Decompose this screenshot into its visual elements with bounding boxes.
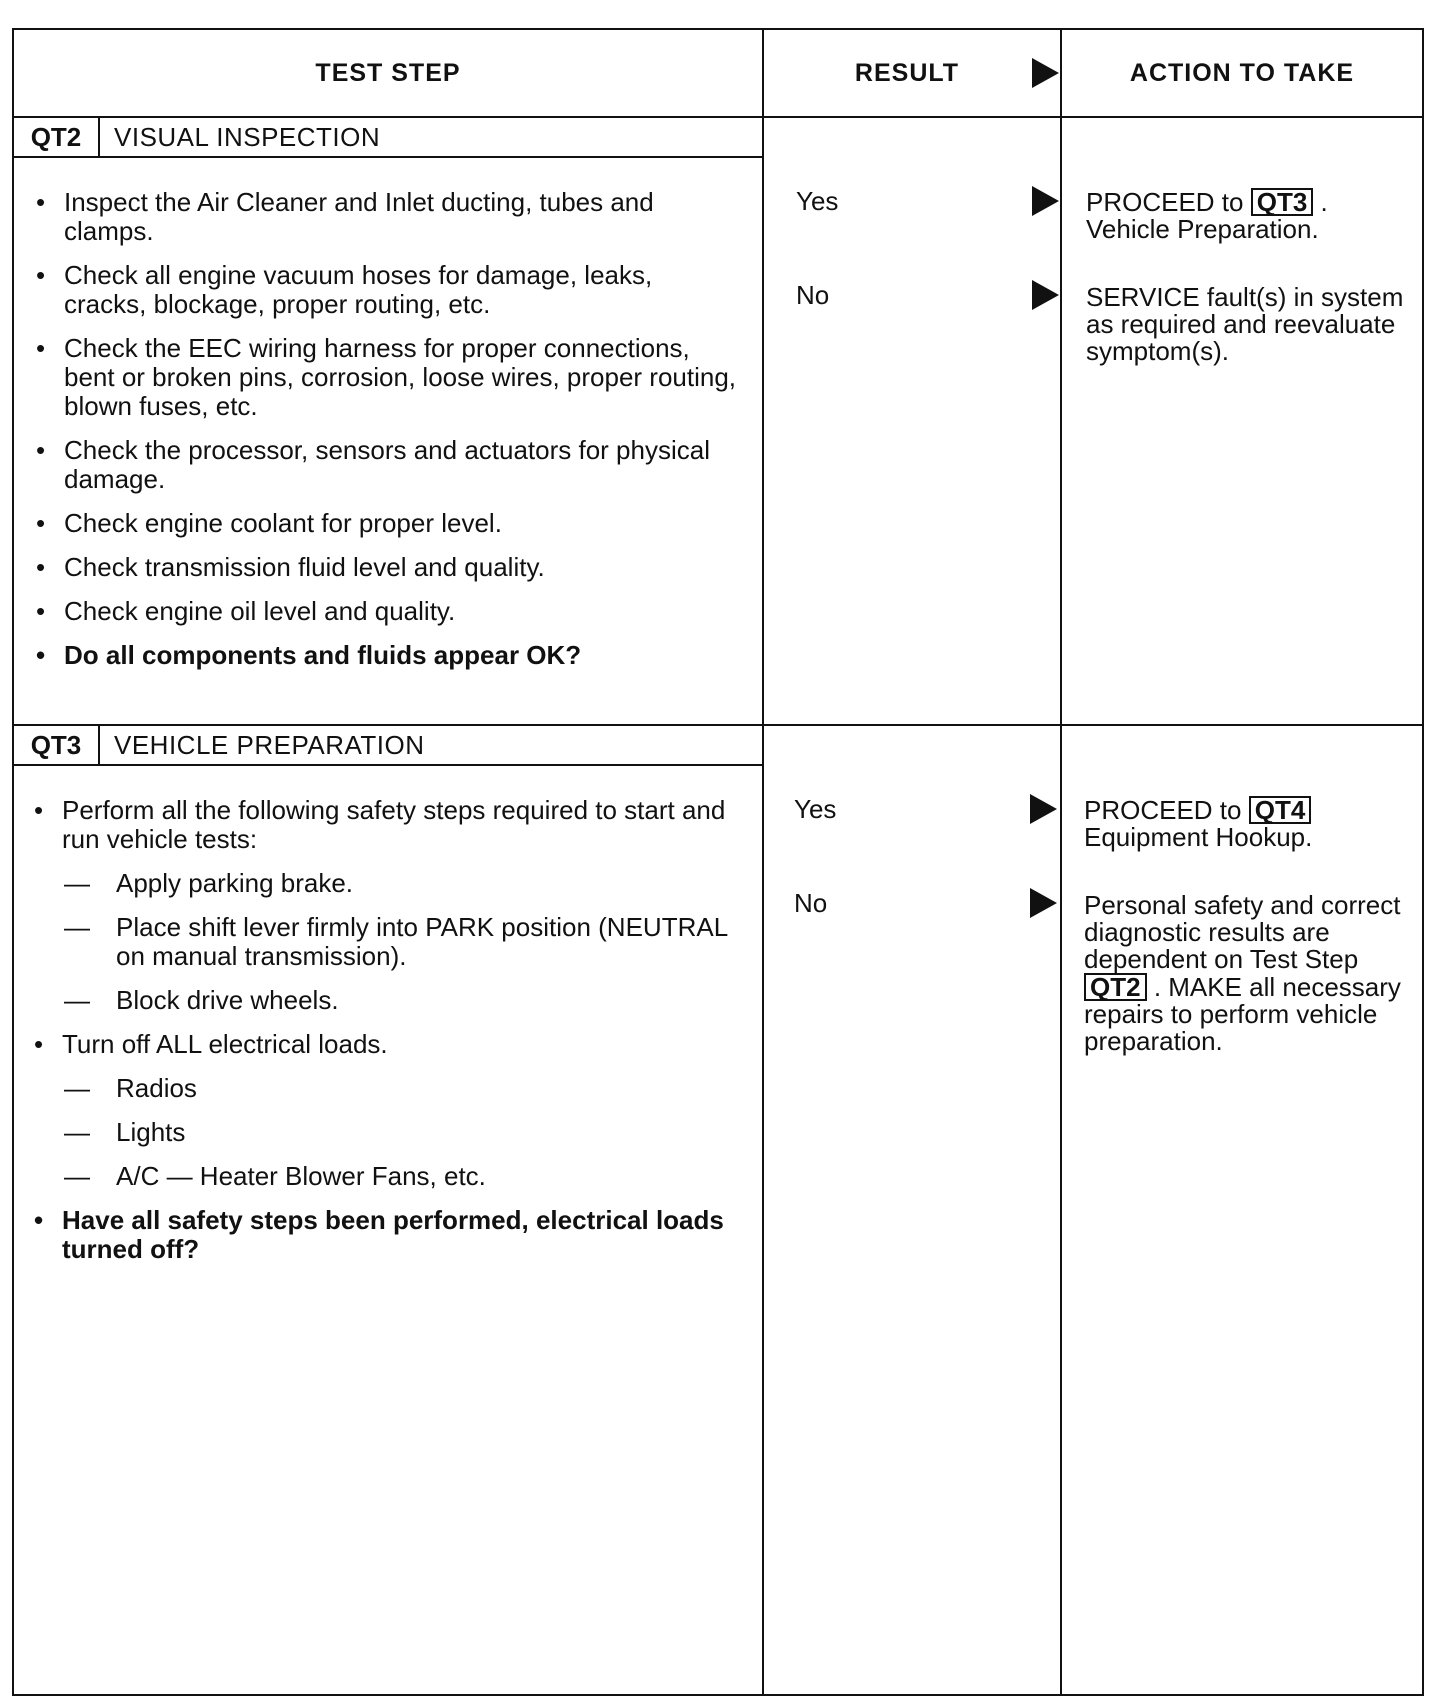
qt2-step-id: QT2 (14, 118, 100, 156)
qt2-yes-action (1086, 188, 1406, 243)
qt2-no-action: SERVICE fault(s) in system as required and reevaluate symptom(s). (1086, 282, 1404, 366)
qt2-yes-arrow-icon (1032, 186, 1059, 216)
list-item: • Check engine oil level and quality. (36, 597, 736, 626)
action-text: Personal safety and correct diagnostic results are dependent on Test Step (1084, 890, 1401, 974)
list-item: • Turn off ALL electrical loads. (34, 1030, 734, 1059)
step-reference-qt3: QT3 (1251, 188, 1314, 216)
list-item: • Check engine coolant for proper level. (36, 509, 736, 538)
qt3-title-divider (14, 764, 762, 766)
column-divider-result (762, 30, 764, 1694)
list-item: • Inspect the Air Cleaner and Inlet ducting, tubes and clamps. (36, 188, 736, 246)
list-subitem: — Block drive wheels. (34, 986, 734, 1015)
list-subitem: — Radios (34, 1074, 734, 1103)
header-arrow-icon (1032, 58, 1059, 88)
qt2-title-divider (14, 156, 762, 158)
list-item: • Check all engine vacuum hoses for damage, leaks, cracks, blockage, proper routing, etc. (36, 261, 736, 319)
list-subitem: — Lights (34, 1118, 734, 1147)
list-subitem: — Apply parking brake. (34, 869, 734, 898)
qt3-result-yes: Yes (794, 794, 837, 824)
qt2-step-title: VISUAL INSPECTION (114, 121, 381, 152)
list-item: • Check transmission fluid level and quality. (36, 553, 736, 582)
action-text: PROCEED to (1084, 795, 1242, 825)
action-text: Equipment Hookup. (1084, 822, 1313, 852)
qt2-title-bar (14, 118, 762, 156)
list-subitem: — A/C — Heater Blower Fans, etc. (34, 1162, 734, 1191)
qt2-no-arrow-icon (1032, 280, 1059, 310)
qt3-step-title: VEHICLE PREPARATION (114, 729, 425, 760)
diagnostic-table (12, 28, 1424, 1696)
list-item: • Perform all the following safety steps required to start and run vehicle tests: (34, 796, 734, 854)
list-item: • Check the EEC wiring harness for proper connections, bent or broken pins, corrosion, loose wires, proper routing, blown fuses, etc. (36, 334, 736, 421)
action-text: PROCEED to (1086, 187, 1244, 217)
column-divider-action (1060, 30, 1062, 1694)
step-reference-qt2: QT2 (1084, 973, 1147, 1001)
header-test-step: TEST STEP (315, 58, 461, 87)
list-subitem: — Place shift lever firmly into PARK position (NEUTRAL on manual transmission). (34, 913, 734, 971)
qt3-step-id: QT3 (14, 726, 100, 764)
header-result: RESULT (854, 58, 960, 87)
list-item: • Check the processor, sensors and actuators for physical damage. (36, 436, 736, 494)
qt2-result-no: No (796, 280, 830, 310)
qt3-yes-arrow-icon (1030, 794, 1057, 824)
qt2-result-yes: Yes (796, 186, 839, 216)
qt3-title-bar (14, 726, 762, 764)
header-action: ACTION TO TAKE (1129, 58, 1355, 87)
step-reference-qt4: QT4 (1249, 796, 1312, 824)
qt3-no-action (1084, 892, 1404, 1055)
qt3-yes-action (1084, 796, 1404, 851)
action-text: . Vehicle Preparation. (1086, 187, 1328, 244)
qt2-checklist (36, 188, 736, 685)
qt3-question: • Have all safety steps been performed, electrical loads turned off? (34, 1206, 734, 1264)
action-text: . MAKE all necessary repairs to perform vehicle preparation. (1084, 972, 1401, 1056)
qt3-no-arrow-icon (1030, 888, 1057, 918)
qt3-result-no: No (794, 888, 828, 918)
qt3-checklist (34, 796, 734, 1279)
qt2-question: • Do all components and fluids appear OK? (36, 641, 736, 670)
